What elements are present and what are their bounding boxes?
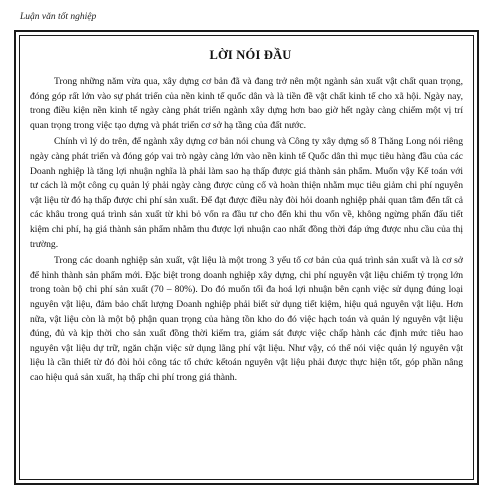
paragraph: Chính vì lý do trên, để ngành xây dựng cơ bản nói chung và Công ty xây dựng số 8 Thăng Long nói riêng ngày càng phát triển và đóng góp vai trò ngày càng lớn vào nền kinh tế Quốc dân thì mục tiêu hàng đầu của các Doanh nghiệp là tăng lợi nhuận nghĩa là phải làm sao hạ thấp được giá thành sản phẩm. Muốn vậy Kế toán với tư cách là một công cụ quản lý phải ngày càng được củng cố và hoàn thiện nhằm mục tiêu giảm chi phí nguyên vật liệu từ đó hạ thấp được chi phí sản xuất. Để đạt được điều này đòi hỏi doanh nghiệp phải quan tâm đến tất cả các khâu trong quá trình sản xuất từ khi bỏ vốn ra đầu tư cho đến khi thu vốn về, không ngừng phấn đấu tiết kiệm chi phí, hạ giá thành sản phẩm nhằm thu được lợi nhuận cao nhất đồng thời đáp ứng được nhu cầu của thị trường. [30,136,463,250]
paragraph: Trong các doanh nghiệp sản xuất, vật liệu là một trong 3 yếu tố cơ bản của quá trình sản xuất và là cơ sở để hình thành sản phẩm mới. Đặc biệt trong doanh nghiệp xây dựng, chi phí nguyên vật liệu chiếm tỷ trọng lớn trong toàn bộ chi phí sản xuất (70 – 80%). Do đó muốn tối đa hoá lợi nhuận bên cạnh việc sử dụng đúng loại nguyên vật liệu, đảm bảo chất lượng Doanh nghiệp phải biết sử dụng tiết kiệm, hiệu quả nguyên vật liệu. Hơn nữa, vật liệu còn là một bộ phận quan trọng của hàng tồn kho do đó việc hạch toán và quản lý nguyên vật liệu đúng, đủ và kịp thời cho sản xuất đồng thời kiểm tra, giám sát được việc chấp hành các định mức tiêu hao nguyên vật liệu dự trữ, ngăn chặn việc sử dụng lãng phí vật liệu. Như vậy, có thể nói việc quản lý nguyên vật liệu là cần thiết từ đó đòi hỏi công tác tổ chức kếtoán nguyên vật liệu phải được thực hiện tốt, góp phần nâng cao hiệu quả sản xuất, hạ thấp chi phí trong giá thành. [30,255,463,383]
paragraph: Trong những năm vừa qua, xây dựng cơ bản đã và đang trở nên một ngành sản xuất vật chất quan trọng, đóng góp rất lớn vào sự phát triển của nền kinh tế quốc dân và là tiền đề vật chất kinh tế cho xã hội. Ngày nay, trong điều kiện nền kinh tế ngày càng phát triển ngành xây dựng hơn bao giờ hết ngày càng chiếm một vị trí quan trọng trong việc tạo dựng và phát triển cơ sở hạ tầng của đất nước. [30,76,463,131]
running-header: Luận văn tốt nghiệp [20,12,97,22]
document-body [30,48,463,387]
document-title: LỜI NÓI ĐẦU [209,48,292,62]
